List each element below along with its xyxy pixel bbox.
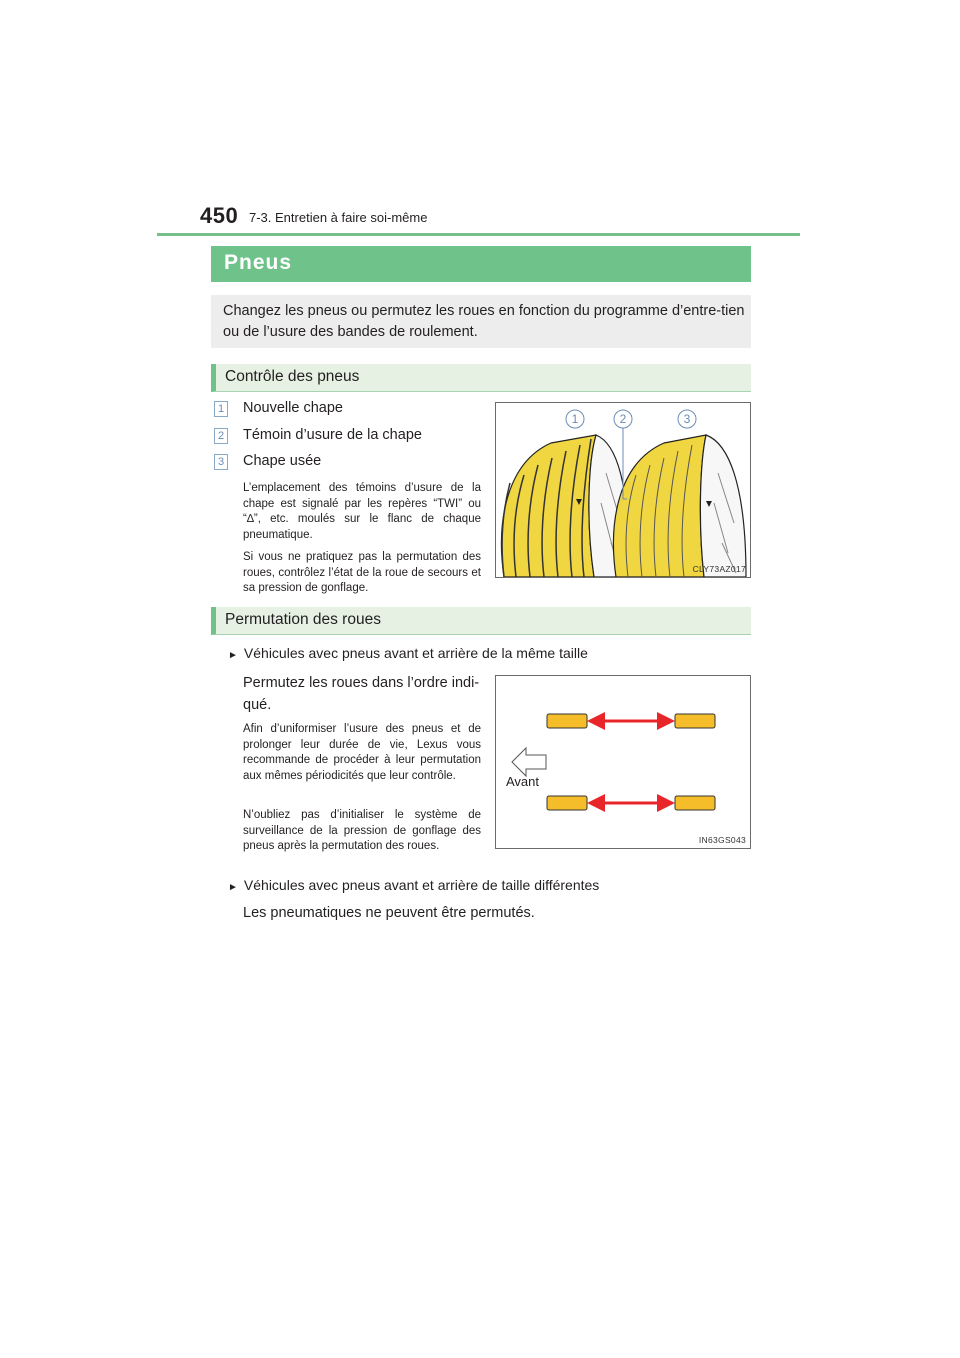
figure-code: CLY73AZ017 — [692, 564, 746, 574]
spare-tire-note: Si vous ne pratiquez pas la permutation des roues, contrôlez l’état de la roue de secours et sa pression de gonflage. — [243, 551, 481, 594]
condition-text: Véhicules avec pneus avant et arrière de la même taille — [243, 645, 588, 661]
number-badge: 2 — [214, 428, 228, 444]
front-left-tire — [547, 714, 587, 728]
header-rule — [157, 233, 800, 236]
rear-left-tire — [547, 796, 587, 810]
intro-box — [211, 295, 751, 348]
rotation-figure — [495, 675, 751, 849]
page-number: 450 — [200, 203, 239, 228]
item-label: Témoin d’usure de la chape — [243, 427, 422, 443]
callout-3 — [678, 410, 696, 428]
figure-code: IN63GS043 — [698, 835, 746, 845]
section-heading-rotation — [211, 607, 751, 635]
tire-illustration — [496, 403, 750, 577]
triangle-bullet-icon: ► — [228, 650, 238, 661]
intro-text: Changez les pneus ou permutez les roues en fonction du programme d’entre-tien ou de l’usure des bandes de roulement. — [223, 303, 745, 340]
wear-indicator-note: L’emplacement des témoins d’usure de la chape est signalé par les repères “TWI” ou “∆”, etc. moulés sur le flanc de chaque pneumatique. — [243, 482, 481, 541]
rotation-diagram — [496, 676, 750, 848]
svg-text:1: 1 — [571, 412, 579, 426]
worn-tire-graphic — [614, 435, 746, 577]
front-right-tire — [675, 714, 715, 728]
tpms-reset-note: N’oubliez pas d’initialiser le système de surveillance de la pression de gonflage des pneus après la permutation des roues. — [243, 809, 481, 852]
svg-text:3: 3 — [683, 412, 691, 426]
condition-text: Véhicules avec pneus avant et arrière de taille différentes — [243, 877, 600, 893]
item-label: Nouvelle chape — [243, 400, 343, 416]
rotation-advice-note: Afin d’uniformiser l’usure des pneus et de prolonger leur durée de vie, Lexus vous recommande de procéder à leur permutation aux mêmes périodicités que leur contrôle. — [243, 723, 481, 782]
section-heading-label: Permutation des roues — [225, 611, 381, 628]
item-label: Chape usée — [243, 453, 322, 469]
condition-bullet-same-size — [228, 645, 588, 661]
title-bar — [211, 246, 751, 282]
new-tire-graphic — [501, 435, 628, 577]
number-badge: 3 — [214, 454, 228, 470]
front-direction-arrow-icon — [512, 748, 546, 776]
section-heading-control — [211, 364, 751, 392]
running-header: 7-3. Entretien à faire soi-même — [249, 210, 428, 225]
tire-tread-figure — [495, 402, 751, 578]
section-heading-label: Contrôle des pneus — [225, 368, 360, 385]
instruction-line: qué. — [243, 697, 272, 713]
number-badge: 1 — [214, 401, 228, 417]
condition-bullet-different-size — [228, 877, 599, 893]
page-title: Pneus — [224, 251, 293, 274]
svg-text:2: 2 — [619, 412, 627, 426]
triangle-bullet-icon: ► — [228, 882, 238, 893]
callout-1 — [566, 410, 584, 428]
instruction-line: Permutez les roues dans l’ordre indi- — [243, 675, 480, 691]
callout-2 — [614, 410, 632, 428]
rear-right-tire — [675, 796, 715, 810]
front-label: Avant — [506, 774, 540, 789]
no-rotation-text: Les pneumatiques ne peuvent être permutés. — [243, 905, 535, 921]
